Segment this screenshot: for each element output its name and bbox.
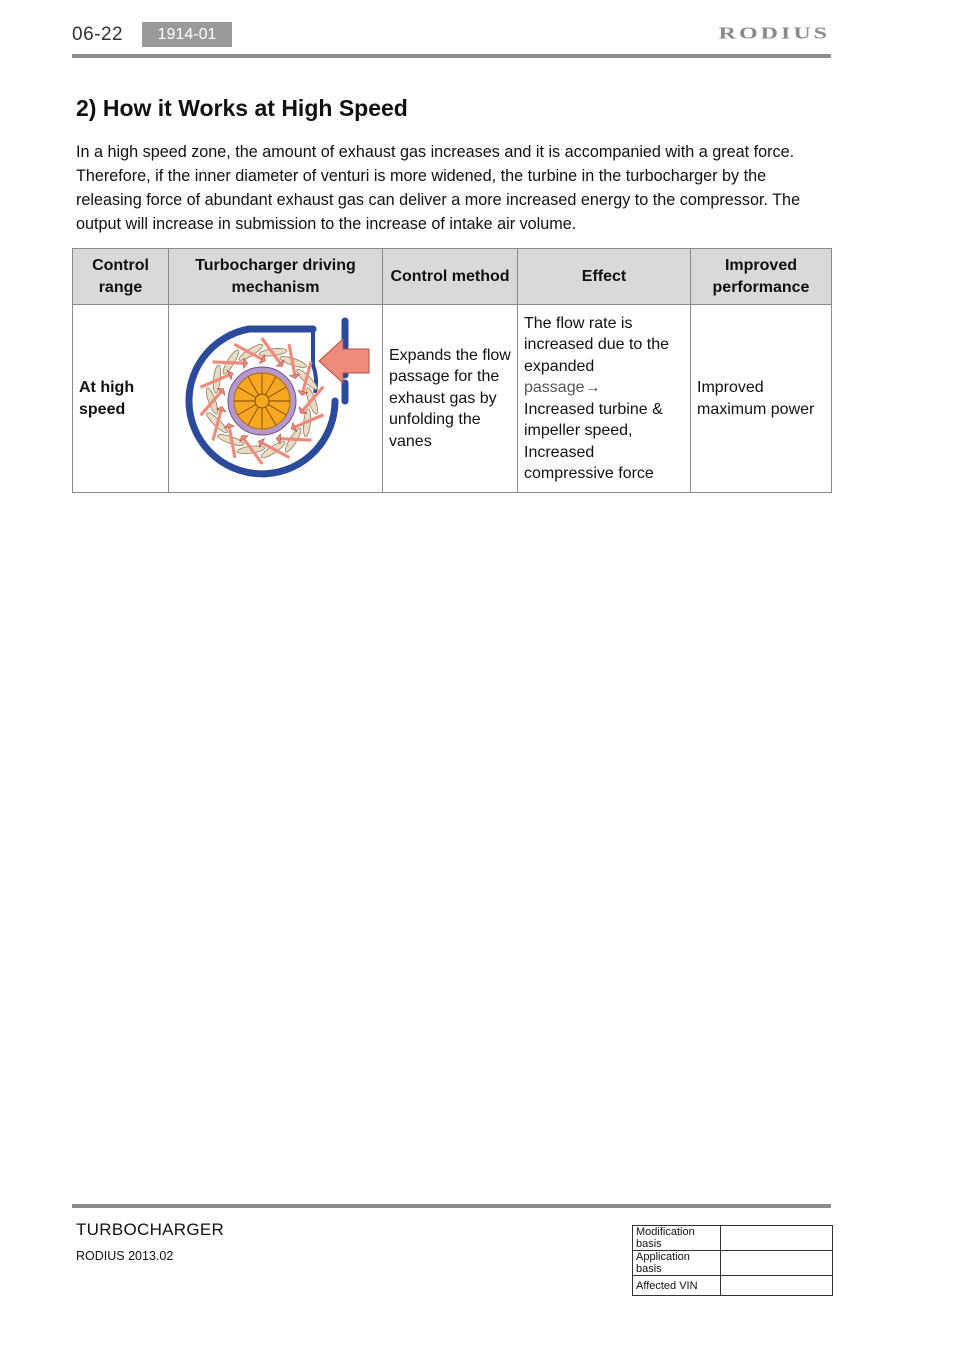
flow-arrow-head: [243, 358, 247, 368]
cell-control-range: At high speed: [73, 305, 169, 493]
flow-arrow-head: [224, 423, 234, 428]
section-paragraph: In a high speed zone, the amount of exhaust gas increases and it is accompanied with a great force. Therefore, if the inner diameter of venturi is more widened, the turbine in the turbocharger by the releasing force of abundant exhaust gas can deliver a more increased energy to the compressor. The output will increase in submission to the increase of intake air volume.: [76, 143, 801, 233]
basis-table: [632, 1225, 833, 1296]
flow-arrow-shaft: [213, 362, 244, 363]
header-effect: Effect: [518, 249, 691, 305]
footer-rule: [72, 1204, 831, 1208]
basis-value: [721, 1276, 833, 1296]
table-row: [633, 1226, 833, 1251]
footer-subtitle: RODIUS 2013.02: [76, 1249, 174, 1263]
table-header-row: [73, 249, 832, 305]
header-rule: [72, 54, 831, 58]
footer-title: TURBOCHARGER: [76, 1220, 225, 1239]
spec-table: [72, 248, 832, 493]
cell-improved-performance: Improved maximum power: [691, 305, 832, 493]
basis-label-modification: Modification basis: [633, 1226, 721, 1251]
table-row: [633, 1276, 833, 1296]
flow-arrow-head: [290, 374, 300, 379]
basis-label-vin: Affected VIN: [633, 1276, 721, 1296]
basis-label-application: Application basis: [633, 1251, 721, 1276]
turbine-wheel: [228, 367, 296, 435]
section-code-badge: 1914-01: [142, 22, 232, 47]
cell-effect: [518, 305, 691, 493]
brand-logo: RODIUS: [718, 24, 830, 43]
effect-text-2: passage→: [524, 379, 601, 396]
table-row: [633, 1251, 833, 1276]
header-mechanism: Turbocharger driving mechanism: [169, 249, 383, 305]
turbocharger-diagram: [169, 305, 383, 492]
section-title: 2) How it Works at High Speed: [76, 95, 408, 121]
header-control-range: Control range: [73, 249, 169, 305]
wheel-hub: [255, 394, 269, 408]
effect-text-1: The flow rate is increased due to the expanded: [524, 314, 669, 375]
basis-value: [721, 1251, 833, 1276]
cell-mechanism: [169, 305, 383, 493]
header-control-method: Control method: [383, 249, 518, 305]
flow-arrow-shaft: [280, 439, 311, 440]
flow-arrow-head: [276, 434, 280, 444]
effect-text-3: Increased turbine & impeller speed, Increased compressive force: [524, 400, 663, 482]
page-number: 06-22: [72, 24, 124, 45]
basis-value: [721, 1226, 833, 1251]
cell-control-method: Expands the flow passage for the exhaust gas by unfolding the vanes: [383, 305, 518, 493]
table-row: [73, 305, 832, 493]
header-improved-performance: Improved performance: [691, 249, 832, 305]
